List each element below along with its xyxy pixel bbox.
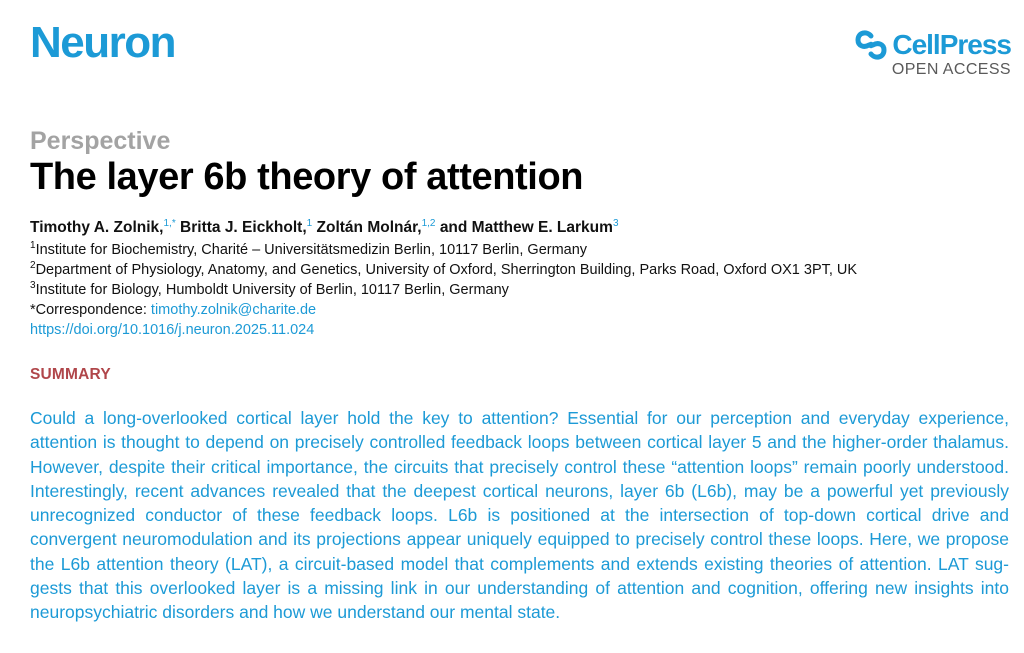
summary-text: Could a long-overlooked cortical layer hold the key to attention? Essential for our perception and everyday experience, attention is thought to depend on precisely controlled feedback loops between cortical layer 5 and the higher-order thalamus. However, despite their critical importance, the circuits that precisely control these “attention loops” remain poorly understood. Interestingly, recent advances revealed that the deepest cortical neurons, layer 6b (L6b), may be a powerful yet previously unrecognized conductor of these feedback loops. L6b is positioned at the intersection of top-down cortical drive and convergent neuromodulation and its projections appear uniquely equipped to precisely control these loops. Here, we propose the L6b attention theory (LAT), a circuit-based model that complements and extends existing theories of attention. LAT suggests that this overlooked layer is a missing link in our understanding of attention and cognition, offering new insights into neuropsychiatric disorders and how we understand our mental state.	[30, 408, 1009, 623]
affiliation-3	[30, 282, 509, 298]
affiliation-2	[30, 262, 857, 278]
publisher-brand	[854, 30, 1011, 79]
affiliation-1	[30, 242, 587, 258]
author-affiliation-marker: 1,2	[421, 218, 436, 229]
author-name: Timothy A. Zolnik,	[30, 219, 164, 236]
article-type: Perspective	[30, 127, 171, 155]
publisher-name: CellPress	[892, 29, 1011, 60]
author-list	[30, 219, 619, 237]
correspondence-label: *Correspondence:	[30, 302, 147, 318]
journal-name: Neuron	[30, 18, 175, 67]
correspondence	[30, 302, 316, 318]
cellpress-logo-icon	[854, 30, 888, 60]
summary-heading: SUMMARY	[30, 366, 111, 383]
affiliation-number: 1	[30, 240, 36, 251]
doi-link[interactable]: https://doi.org/10.1016/j.neuron.2025.11.024	[30, 322, 315, 338]
doi-row	[30, 322, 314, 338]
affiliation-number: 2	[30, 260, 36, 271]
affiliation-text: Institute for Biochemistry, Charité – Universitätsmedizin Berlin, 10117 Berlin, Germany	[35, 242, 588, 258]
open-access-label: OPEN ACCESS	[891, 61, 1011, 78]
affiliation-text: Department of Physiology, Anatomy, and Genetics, University of Oxford, Sherrington Building, Parks Road, Oxford OX1 3PT, UK	[35, 262, 858, 278]
author-name: and Matthew E. Larkum	[439, 219, 613, 236]
author-affiliation-marker: 1	[306, 218, 313, 229]
affiliation-number: 3	[30, 280, 36, 291]
author-affiliation-marker: 1,*	[163, 218, 176, 229]
author-name: Britta J. Eickholt,	[180, 219, 307, 236]
correspondence-email-link[interactable]: timothy.zolnik@charite.de	[150, 302, 317, 318]
article-title: The layer 6b theory of attention	[30, 156, 584, 198]
affiliation-text: Institute for Biology, Humboldt University of Berlin, 10117 Berlin, Germany	[35, 282, 509, 298]
author-affiliation-marker: 3	[612, 218, 619, 229]
author-name: Zoltán Molnár,	[316, 219, 422, 236]
